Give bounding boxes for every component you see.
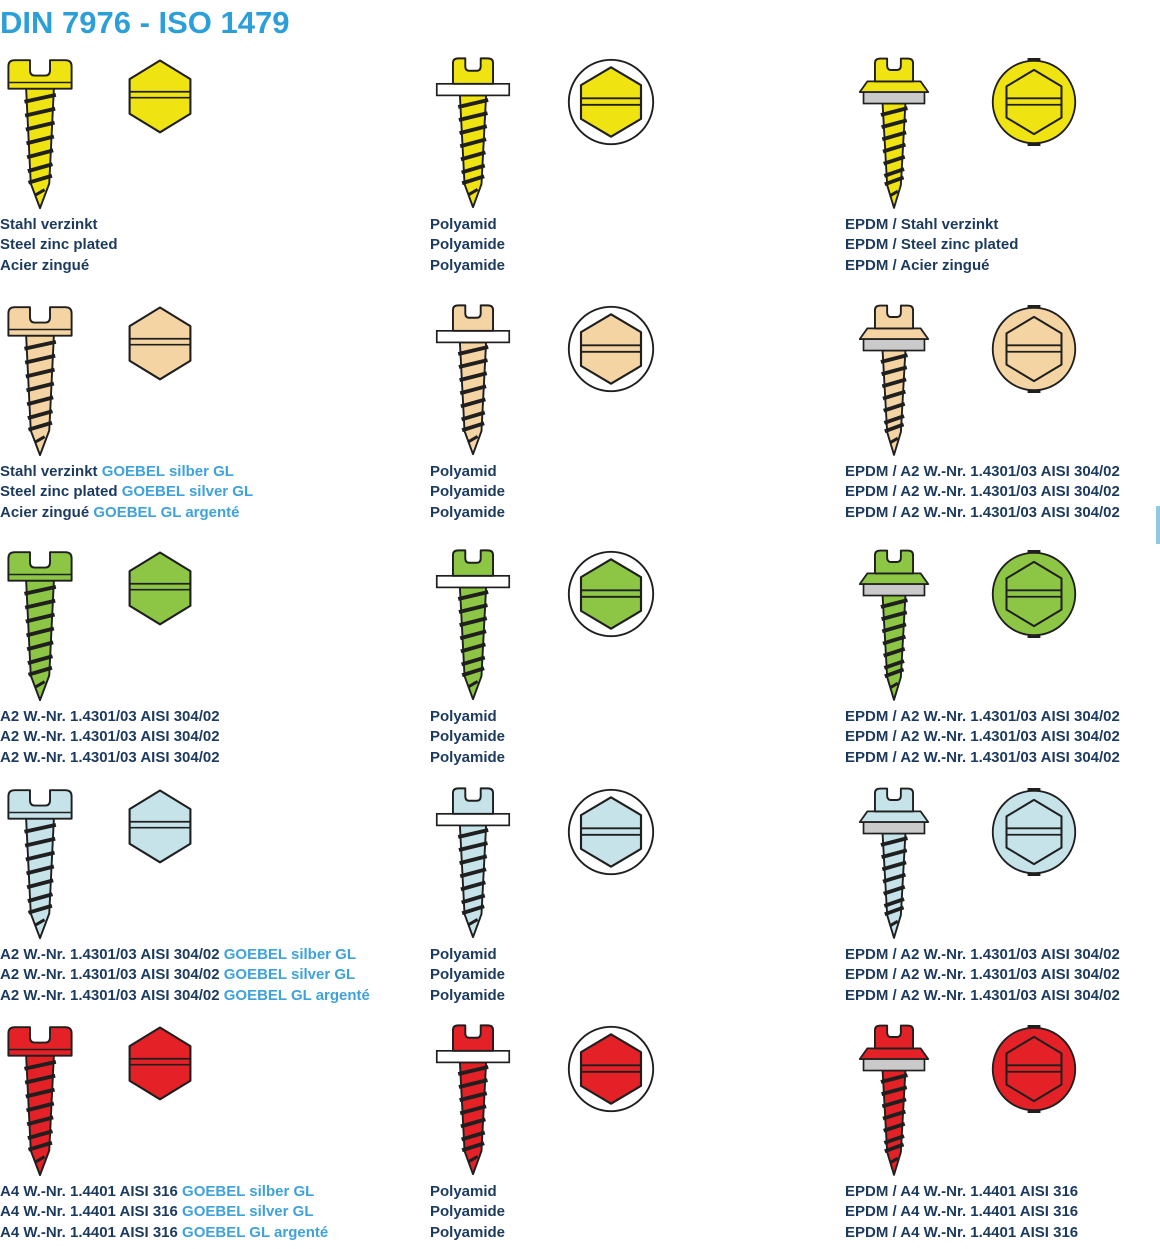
epdm-washer-top-icon [990,550,1078,643]
brand-highlight: GOEBEL silver GL [223,966,356,984]
material-text: Stahl verzinkt [0,463,102,480]
product-row-4 [0,778,1160,1018]
washer-material-label-en: Polyamide [430,966,506,984]
material-labels [0,707,428,768]
washer-material-label-fr: Polyamide [430,503,506,521]
epdm-material-label-fr: EPDM / A2 W.-Nr. 1.4301/03 AISI 304/02 [845,503,1120,521]
screw-side-icon [0,784,80,947]
polyamide-washer-top-icon [566,549,656,644]
washer-material-labels [430,215,730,276]
screw-epdm-washer-icon [848,1021,940,1186]
epdm-material-labels [845,707,1160,768]
page-title: DIN 7976 - ISO 1479 [0,5,290,40]
washer-material-labels [430,945,730,1006]
brand-highlight: GOEBEL silber GL [101,463,234,480]
epdm-material-labels [845,945,1160,1006]
washer-material-label-en: Polyamide [430,1203,506,1221]
material-text: A4 W.-Nr. 1.4401 AISI 316 [0,1203,183,1221]
material-text: A4 W.-Nr. 1.4401 AISI 316 [0,1223,183,1241]
material-text: Stahl verzinkt [0,216,98,233]
epdm-material-label-fr: EPDM / A2 W.-Nr. 1.4301/03 AISI 304/02 [845,748,1120,766]
polyamide-washer-top-icon [566,1024,656,1119]
washer-material-label-de: Polyamid [430,946,497,963]
epdm-material-label-fr: EPDM / Acier zingué [845,256,990,274]
washer-material-label-en: Polyamide [430,728,506,746]
washer-material-labels [430,462,730,523]
material-labels [0,1182,428,1243]
material-text: A2 W.-Nr. 1.4301/03 AISI 304/02 [0,946,224,963]
polyamide-washer-top-icon [566,57,656,152]
hex-head-top-icon [126,305,194,386]
screw-polyamide-washer-icon [427,783,519,946]
product-row-5 [0,1015,1160,1249]
epdm-material-labels [845,462,1160,523]
epdm-material-labels [845,215,1160,276]
screw-epdm-washer-icon [848,784,940,949]
washer-material-labels [430,707,730,768]
washer-material-label-en: Polyamide [430,236,506,254]
hex-head-top-icon [126,550,194,631]
material-label-fr [0,1223,428,1243]
epdm-material-label-de: EPDM / A2 W.-Nr. 1.4301/03 AISI 304/02 [845,708,1120,725]
washer-material-label-de: Polyamid [430,1183,497,1200]
epdm-washer-top-icon [990,1025,1078,1118]
screw-side-icon [0,1021,80,1184]
epdm-washer-top-icon [990,305,1078,398]
brand-highlight: GOEBEL silber GL [182,1183,315,1200]
screw-polyamide-washer-icon [427,53,519,216]
material-label-en [0,727,428,747]
material-label-en [0,1202,428,1222]
screw-epdm-washer-icon [848,546,940,711]
hex-head-top-icon [126,58,194,139]
washer-material-label-fr: Polyamide [430,1223,506,1241]
material-label-en [0,235,428,255]
epdm-material-label-en: EPDM / A4 W.-Nr. 1.4401 AISI 316 [845,1203,1079,1221]
washer-material-label-de: Polyamid [430,463,497,480]
washer-material-label-de: Polyamid [430,216,497,233]
product-row-1 [0,48,1160,288]
polyamide-washer-top-icon [566,304,656,399]
material-labels [0,945,428,1006]
material-text: Acier zingué [0,503,94,521]
material-label-de [0,215,428,235]
brand-highlight: GOEBEL silver GL [182,1203,314,1221]
screw-polyamide-washer-icon [427,1020,519,1183]
material-text: Acier zingué [0,256,90,274]
brand-highlight: GOEBEL GL argenté [182,1223,329,1241]
material-label-de [0,1182,428,1202]
hex-head-top-icon [126,788,194,869]
brand-highlight: GOEBEL silver GL [121,483,254,501]
epdm-material-label-fr: EPDM / A4 W.-Nr. 1.4401 AISI 316 [845,1223,1079,1241]
epdm-material-label-en: EPDM / Steel zinc plated [845,236,1019,254]
washer-material-label-fr: Polyamide [430,256,506,274]
material-label-de [0,945,428,965]
epdm-material-label-de: EPDM / Stahl verzinkt [845,216,999,233]
product-row-2 [0,295,1160,535]
washer-material-label-de: Polyamid [430,708,497,725]
epdm-material-label-en: EPDM / A2 W.-Nr. 1.4301/03 AISI 304/02 [845,483,1120,501]
polyamide-washer-top-icon [566,787,656,882]
epdm-material-labels [845,1182,1160,1243]
screw-epdm-washer-icon [848,54,940,219]
epdm-washer-top-icon [990,788,1078,881]
epdm-material-label-en: EPDM / A2 W.-Nr. 1.4301/03 AISI 304/02 [845,966,1120,984]
material-text: A4 W.-Nr. 1.4401 AISI 316 [0,1183,183,1200]
washer-material-label-fr: Polyamide [430,748,506,766]
hex-head-top-icon [126,1025,194,1106]
material-label-de [0,462,428,482]
epdm-material-label-de: EPDM / A4 W.-Nr. 1.4401 AISI 316 [845,1183,1079,1200]
screw-epdm-washer-icon [848,301,940,466]
material-text: A2 W.-Nr. 1.4301/03 AISI 304/02 [0,708,220,725]
brand-highlight: GOEBEL GL argenté [223,986,370,1004]
material-labels [0,462,428,523]
screw-side-icon [0,546,80,709]
epdm-material-label-en: EPDM / A2 W.-Nr. 1.4301/03 AISI 304/02 [845,728,1120,746]
epdm-material-label-de: EPDM / A2 W.-Nr. 1.4301/03 AISI 304/02 [845,463,1120,480]
clipped-edge-element [1156,506,1160,544]
material-label-fr [0,503,428,523]
brand-highlight: GOEBEL GL argenté [93,503,240,521]
washer-material-label-fr: Polyamide [430,986,506,1004]
material-label-en [0,965,428,985]
screw-polyamide-washer-icon [427,545,519,708]
brand-highlight: GOEBEL silber GL [223,946,357,963]
material-label-fr [0,986,428,1006]
material-label-fr [0,256,428,276]
product-row-3 [0,540,1160,780]
material-text: A2 W.-Nr. 1.4301/03 AISI 304/02 [0,728,220,746]
material-text: Steel zinc plated [0,483,122,501]
screw-side-icon [0,301,80,464]
washer-material-label-en: Polyamide [430,483,506,501]
material-text: Steel zinc plated [0,236,118,254]
screw-polyamide-washer-icon [427,300,519,463]
washer-material-labels [430,1182,730,1243]
material-text: A2 W.-Nr. 1.4301/03 AISI 304/02 [0,748,220,766]
material-label-de [0,707,428,727]
material-labels [0,215,428,276]
material-text: A2 W.-Nr. 1.4301/03 AISI 304/02 [0,966,224,984]
epdm-material-label-de: EPDM / A2 W.-Nr. 1.4301/03 AISI 304/02 [845,946,1120,963]
material-label-en [0,482,428,502]
material-text: A2 W.-Nr. 1.4301/03 AISI 304/02 [0,986,224,1004]
epdm-washer-top-icon [990,58,1078,151]
material-label-fr [0,748,428,768]
epdm-material-label-fr: EPDM / A2 W.-Nr. 1.4301/03 AISI 304/02 [845,986,1120,1004]
screw-side-icon [0,54,80,217]
